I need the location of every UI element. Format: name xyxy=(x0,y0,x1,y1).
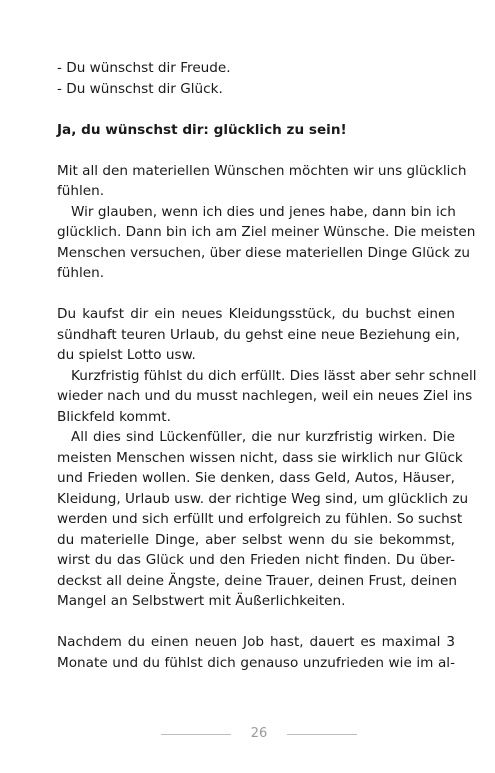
text-line: All dies sind Lückenfüller, die nur kurzfristig wirken. Die xyxy=(71,429,455,445)
paragraph-6 xyxy=(57,632,455,673)
paragraph-gap xyxy=(57,612,455,633)
text-line: meisten Menschen wissen nicht, dass sie wirklich nur Glück xyxy=(57,449,463,466)
text-line: fühlen. xyxy=(57,183,105,199)
list-item: - Du wünschst dir Freude. xyxy=(57,60,231,76)
paragraph-2 xyxy=(57,202,476,284)
footer-rule-left xyxy=(161,734,231,735)
intro-list xyxy=(57,58,455,99)
text-line: fühlen. xyxy=(57,265,105,281)
paragraph-gap xyxy=(57,284,455,305)
text-line: du materielle Dinge, aber selbst wenn du sie bekommst, xyxy=(57,531,455,548)
paragraph-1 xyxy=(57,161,467,202)
paragraph-5 xyxy=(57,427,469,612)
text-line: Mit all den materiellen Wünschen möchten wir uns glücklich xyxy=(57,162,467,179)
text-line: Blickfeld kommt. xyxy=(57,408,171,425)
footer-rule-right xyxy=(287,734,357,735)
text-line: sündhaft teuren Urlaub, du gehst eine neue Beziehung ein, xyxy=(57,326,460,343)
text-line: Mangel an Selbstwert mit Äußerlichkeiten. xyxy=(57,593,346,609)
text-line: Menschen versuchen, über diese materiellen Dinge Glück zu xyxy=(57,244,471,261)
text-line: Monate und du fühlst dich genauso unzufrieden wie im al- xyxy=(57,654,455,671)
page-number: 26 xyxy=(250,726,268,741)
text-line: und Frieden wollen. Sie denken, dass Geld, Autos, Häuser, xyxy=(57,470,455,486)
body-text xyxy=(57,58,477,673)
text-line: werden und sich erfüllt und erfolgreich zu fühlen. So suchst xyxy=(57,511,463,527)
text-line: deckst all deine Ängste, deine Trauer, deinen Frust, deinen xyxy=(57,572,457,589)
paragraph-gap xyxy=(57,140,455,161)
paragraph-gap xyxy=(57,99,455,120)
text-line: Wir glauben, wenn ich dies und jenes habe, dann bin ich xyxy=(71,203,456,220)
paragraph-4 xyxy=(57,366,477,428)
text-line: Kleidung, Urlaub usw. der richtige Weg sind, um glücklich zu xyxy=(57,490,469,507)
text-line: wieder nach und du musst nachlegen, weil ein neues Ziel ins xyxy=(57,388,473,404)
text-line: wirst du das Glück und den Frieden nicht finden. Du über- xyxy=(57,552,455,568)
page-footer xyxy=(0,724,495,744)
text-line: du spielst Lotto usw. xyxy=(57,347,196,363)
text-line: Kurzfristig fühlst du dich erfüllt. Dies lässt aber sehr schnell xyxy=(71,367,477,384)
text-line: Du kaufst dir ein neues Kleidungsstück, du buchst einen xyxy=(57,306,455,322)
bold-heading: Ja, du wünschst dir: glücklich zu sein! xyxy=(57,121,347,138)
paragraph-3 xyxy=(57,304,460,366)
list-item: - Du wünschst dir Glück. xyxy=(57,80,223,97)
text-line: Nachdem du einen neuen Job hast, dauert es maximal 3 xyxy=(57,634,455,650)
text-line: glücklich. Dann bin ich am Ziel meiner Wünsche. Die meisten xyxy=(57,224,476,240)
